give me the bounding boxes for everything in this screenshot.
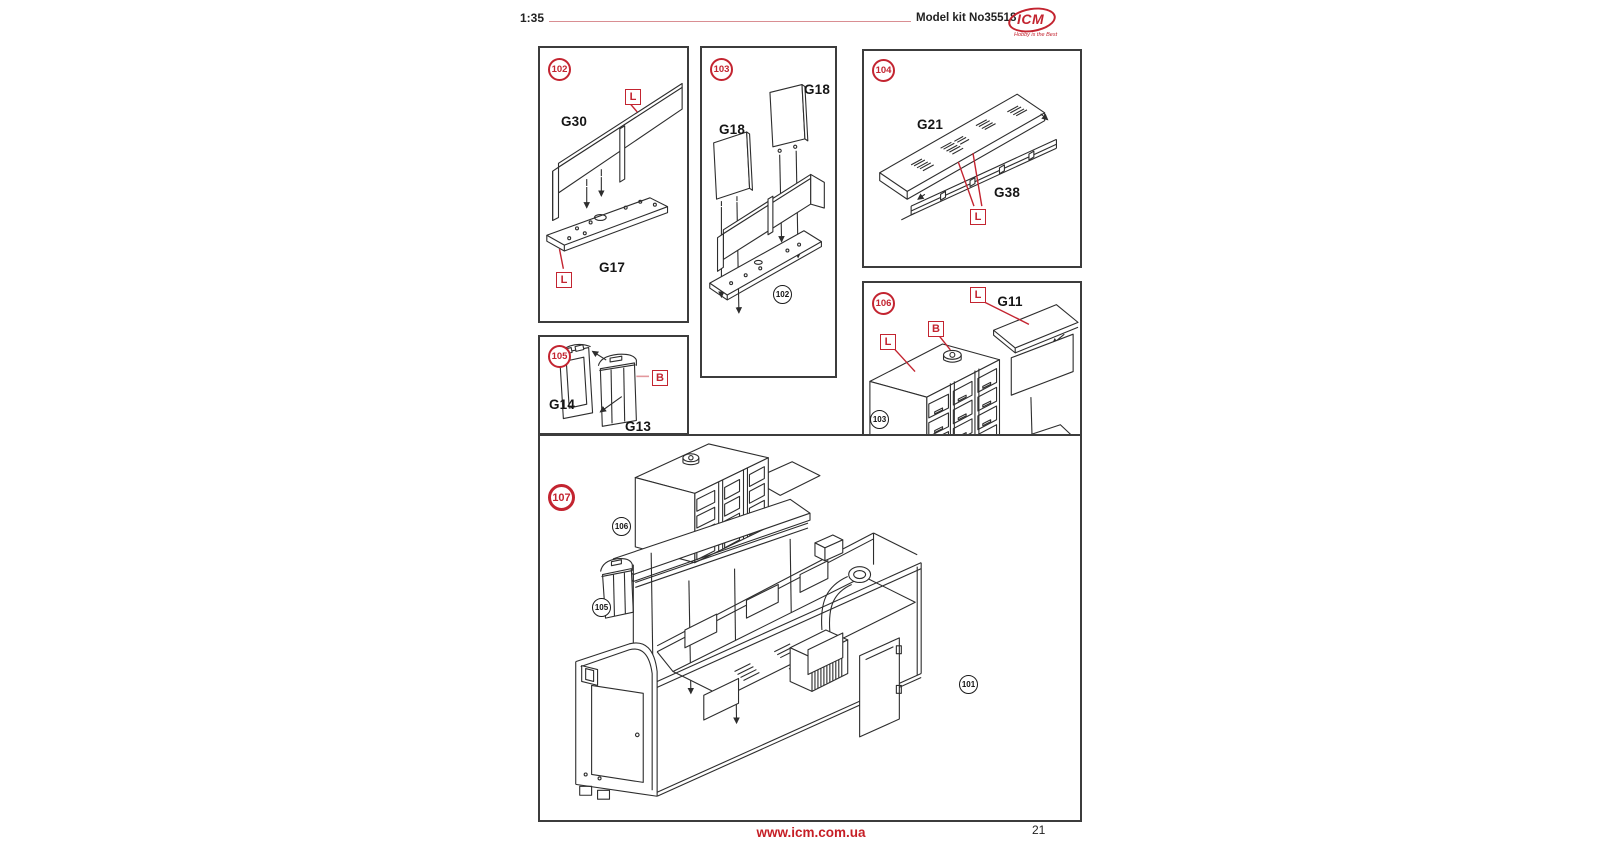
step-number-circle: 107 (548, 484, 575, 511)
part-label-g21: G21 (916, 117, 944, 132)
glue-mark-l: L (970, 287, 986, 303)
part-label-g14: G14 (548, 397, 576, 412)
header-rule (549, 21, 911, 22)
part-label-g17: G17 (598, 260, 626, 275)
step-104-panel (862, 49, 1082, 268)
glue-mark-l: L (556, 272, 572, 288)
subassembly-ref-105: 105 (592, 598, 611, 617)
page-number: 21 (1032, 823, 1046, 837)
paint-mark-b: B (652, 370, 668, 386)
step-105-panel (538, 335, 689, 435)
icm-logo (1008, 6, 1060, 40)
logo-text: ICM (1017, 11, 1045, 27)
part-label-g30: G30 (560, 114, 588, 129)
step-103-drawing (702, 48, 835, 376)
logo-tagline: Hobby is the Best (1014, 32, 1058, 38)
glue-mark-l: L (625, 89, 641, 105)
step-103-panel (700, 46, 837, 378)
step-number-circle: 106 (872, 292, 895, 315)
part-label-g13: G13 (624, 419, 652, 434)
step-number-circle: 104 (872, 59, 895, 82)
step-107-panel (538, 434, 1082, 822)
website-link: www.icm.com.ua (756, 825, 866, 840)
glue-mark-l: L (970, 209, 986, 225)
paint-mark-b: B (928, 321, 944, 337)
kit-number: Model kit No35518 (916, 12, 1017, 24)
step-number-circle: 102 (548, 58, 571, 81)
subassembly-ref-106: 106 (612, 517, 631, 536)
step-number-circle: 103 (710, 58, 733, 81)
part-label-g18: G18 (803, 82, 831, 97)
scale-label: 1:35 (520, 11, 545, 25)
subassembly-ref-103: 103 (870, 410, 889, 429)
subassembly-ref-101: 101 (959, 675, 978, 694)
part-label-g11: G11 (997, 294, 1023, 309)
step-104-drawing (864, 51, 1080, 266)
step-102-panel (538, 46, 689, 323)
part-label-g18: G18 (718, 122, 746, 137)
part-label-g38: G38 (993, 185, 1021, 200)
step-number-circle: 105 (548, 345, 571, 368)
step-107-drawing (540, 436, 1080, 820)
subassembly-ref-102: 102 (773, 285, 792, 304)
glue-mark-l: L (880, 334, 896, 350)
